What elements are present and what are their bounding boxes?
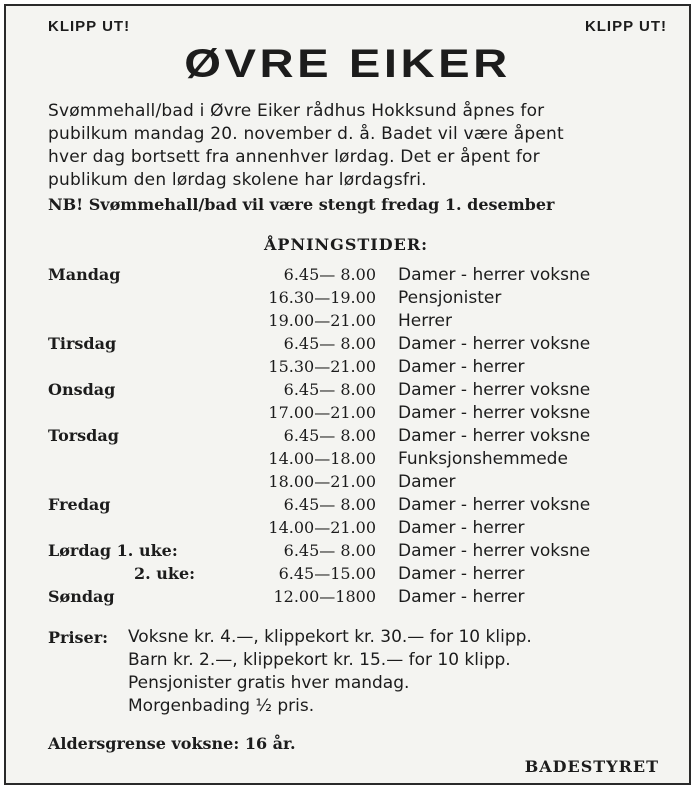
schedule-group: Damer - herrer <box>398 518 525 538</box>
schedule-day: Fredag <box>48 495 111 514</box>
schedule-group: Funksjonshemmede <box>398 449 568 469</box>
age-limit: Aldersgrense voksne: 16 år. <box>48 734 296 753</box>
schedule-group: Damer <box>398 472 456 492</box>
schedule-row <box>6 587 689 610</box>
schedule-time: 6.45— 8.00 <box>283 495 376 514</box>
schedule-row <box>6 357 689 380</box>
schedule-group: Damer - herrer voksne <box>398 334 591 354</box>
schedule-time: 6.45— 8.00 <box>283 334 376 353</box>
schedule-time: 12.00—1800 <box>273 587 376 606</box>
schedule-time: 19.00—21.00 <box>268 311 376 330</box>
intro-line: pubilkum mandag 20. november d. å. Badet vil være åpent <box>48 124 564 144</box>
schedule-time: 6.45— 8.00 <box>283 265 376 284</box>
schedule-row <box>6 403 689 426</box>
cut-out-label-right: KLIPP UT! <box>584 18 667 35</box>
schedule-time: 14.00—21.00 <box>268 518 376 537</box>
schedule-row <box>6 564 689 587</box>
schedule-day: Onsdag <box>48 380 116 399</box>
schedule-group: Damer - herrer voksne <box>398 541 591 561</box>
schedule-time: 6.45—15.00 <box>278 564 376 583</box>
price-line: Barn kr. 2.—, klippekort kr. 15.— for 10 klipp. <box>128 650 511 670</box>
schedule-day: Torsdag <box>48 426 119 445</box>
intro-paragraph <box>48 100 678 192</box>
schedule-heading: ÅPNINGSTIDER: <box>264 235 429 254</box>
schedule-row <box>6 449 689 472</box>
schedule-row <box>6 426 689 449</box>
schedule-day: Søndag <box>48 587 115 606</box>
intro-line: Svømmehall/bad i Øvre Eiker rådhus Hokksund åpnes for <box>48 101 545 121</box>
schedule-row <box>6 541 689 564</box>
schedule-row <box>6 311 689 334</box>
schedule-row <box>6 380 689 403</box>
schedule-group: Damer - herrer voksne <box>398 426 591 446</box>
schedule-group: Damer - herrer <box>398 564 525 584</box>
schedule-group: Damer - herrer <box>398 357 525 377</box>
schedule-group: Pensjonister <box>398 288 502 308</box>
schedule-time: 16.30—19.00 <box>268 288 376 307</box>
schedule-group: Damer - herrer voksne <box>398 380 591 400</box>
prices-label: Priser: <box>48 628 109 647</box>
page-title: ØVRE EIKER <box>184 42 511 86</box>
schedule-time: 6.45— 8.00 <box>283 380 376 399</box>
schedule-row <box>6 472 689 495</box>
notice-clipping <box>4 4 691 785</box>
schedule-group: Damer - herrer voksne <box>398 495 591 515</box>
schedule-day: Lørdag 1. uke: <box>48 541 178 560</box>
schedule-row <box>6 288 689 311</box>
schedule-time: 15.30—21.00 <box>268 357 376 376</box>
schedule-time: 17.00—21.00 <box>268 403 376 422</box>
price-line: Voksne kr. 4.—, klippekort kr. 30.— for 10 klipp. <box>128 627 532 647</box>
schedule-group: Damer - herrer <box>398 587 525 607</box>
schedule-day: Tirsdag <box>48 334 117 353</box>
intro-line: publikum den lørdag skolene har lørdagsfri. <box>48 170 427 190</box>
schedule-time: 6.45— 8.00 <box>283 426 376 445</box>
schedule-row <box>6 265 689 288</box>
schedule-row <box>6 495 689 518</box>
schedule-group: Damer - herrer voksne <box>398 265 591 285</box>
signature: BADESTYRET <box>524 757 659 776</box>
intro-line: hver dag bortsett fra annenhver lørdag. Det er åpent for <box>48 147 540 167</box>
schedule-day: Mandag <box>48 265 121 284</box>
schedule-time: 6.45— 8.00 <box>283 541 376 560</box>
cut-out-label-left: KLIPP UT! <box>48 18 131 35</box>
schedule-group: Damer - herrer voksne <box>398 403 591 423</box>
price-line: Morgenbading ½ pris. <box>128 696 315 716</box>
schedule-time: 18.00—21.00 <box>268 472 376 491</box>
schedule-time: 14.00—18.00 <box>268 449 376 468</box>
closure-notice: NB! Svømmehall/bad vil være stengt fredag 1. desember <box>48 195 555 214</box>
schedule-row <box>6 334 689 357</box>
schedule-group: Herrer <box>398 311 452 331</box>
price-line: Pensjonister gratis hver mandag. <box>128 673 410 693</box>
schedule-row <box>6 518 689 541</box>
schedule-day: 2. uke: <box>134 564 196 583</box>
